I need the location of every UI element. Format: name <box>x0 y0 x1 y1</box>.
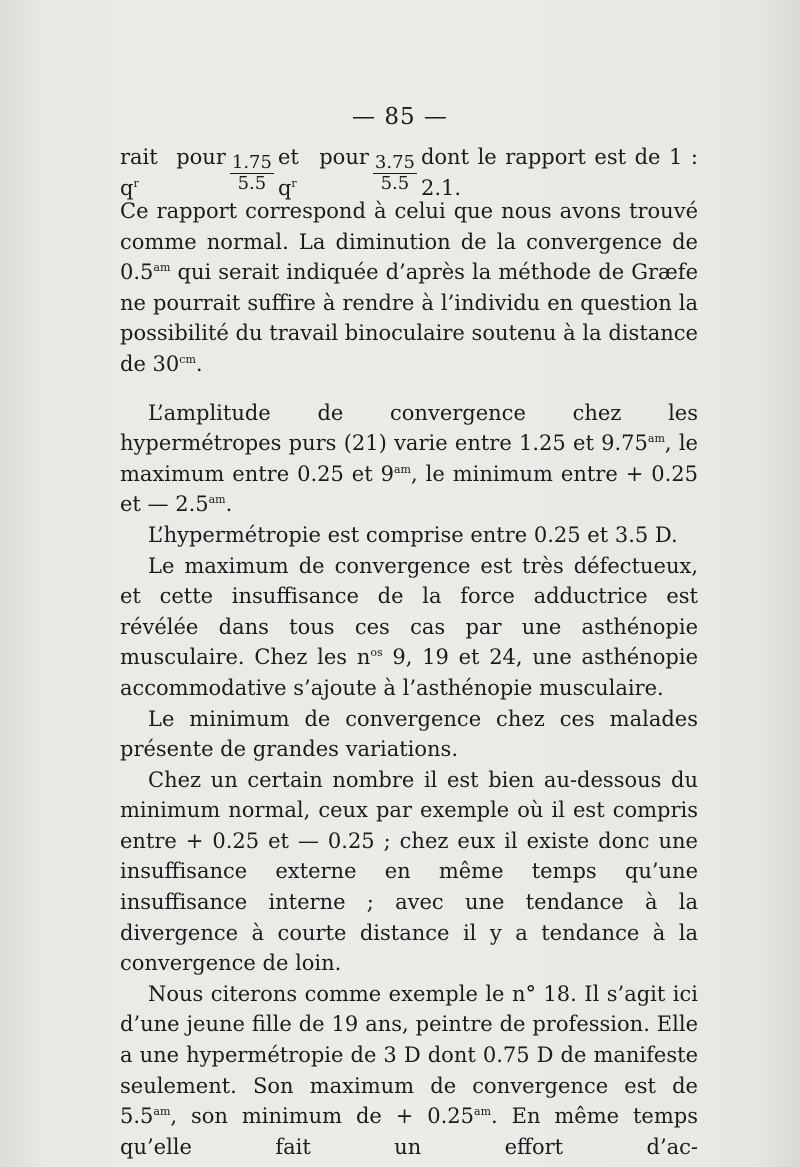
page-number: — 85 — <box>352 104 448 130</box>
paragraph-4: Le maximum de convergence est très défectueux, et cette insuffisance de la force adductrice est révélée dans tous ces cas par une asthénopie musculaire. Chez les $n^{os}$ 9, 19 et 24, une asthénopie accommodative s’ajoute à l’asthénopie musculaire. <box>120 553 698 700</box>
paragraph-3: L’hypermétropie est comprise entre 0.25 et 3.5 D. <box>148 522 678 547</box>
paragraph-1: Ce rapport correspond à celui que nous avons trouvé comme normal. La diminution de la convergence de $0.5^{am}$ qui serait indiquée d’après la méthode de Græfe ne pourrait suffire à rendre à l’individu en question la possibilité du travail binoculaire soutenu à la distance de $30^{cm}$. <box>120 199 698 376</box>
paragraph-7: Nous citerons comme exemple le n° 18. Il s’agit ici d’une jeune fille de 19 ans, peintre de profession. Elle a une hypermétropie de 3 D dont 0.75 D de manifeste seulement. Son maximum de convergence est de $5.5^{am}$, son minimum de + $0.25^{am}$. En même temps qu’elle fait un effort d’ac- <box>120 981 698 1159</box>
paragraph-5: Le minimum de convergence chez ces malades présente de grandes variations. <box>120 706 698 762</box>
fraction-2: $\frac{3.75}{5.5}$ <box>374 151 415 194</box>
paragraph-6: Chez un certain nombre il est bien au-dessous du minimum normal, ceux par exemple où il est compris entre + 0.25 et — 0.25 ; chez eux il existe donc une insuffisance externe en même temps qu’une insuffisance interne ; avec une tendance à la divergence à courte distance il y a tendance à la convergence de loin. <box>120 767 698 976</box>
paragraph-2: L’amplitude de convergence chez les hypermétropes purs (21) varie entre 1.25 et $9.75^{am}$, le maximum entre 0.25 et $9^{am}$, le minimum entre + 0.25 et — $2.5^{am}$. <box>120 400 699 517</box>
ratio-line-middle: et pour $q^r$ <box>277 145 369 200</box>
ratio-line <box>120 145 698 200</box>
body-text <box>120 145 699 1162</box>
ratio-line-end: dont le rapport est de 1 : 2.1. <box>420 145 698 200</box>
fraction-1: $\frac{1.75}{5.5}$ <box>231 151 272 194</box>
ratio-line-start: rait pour $q^r$ <box>120 145 226 200</box>
